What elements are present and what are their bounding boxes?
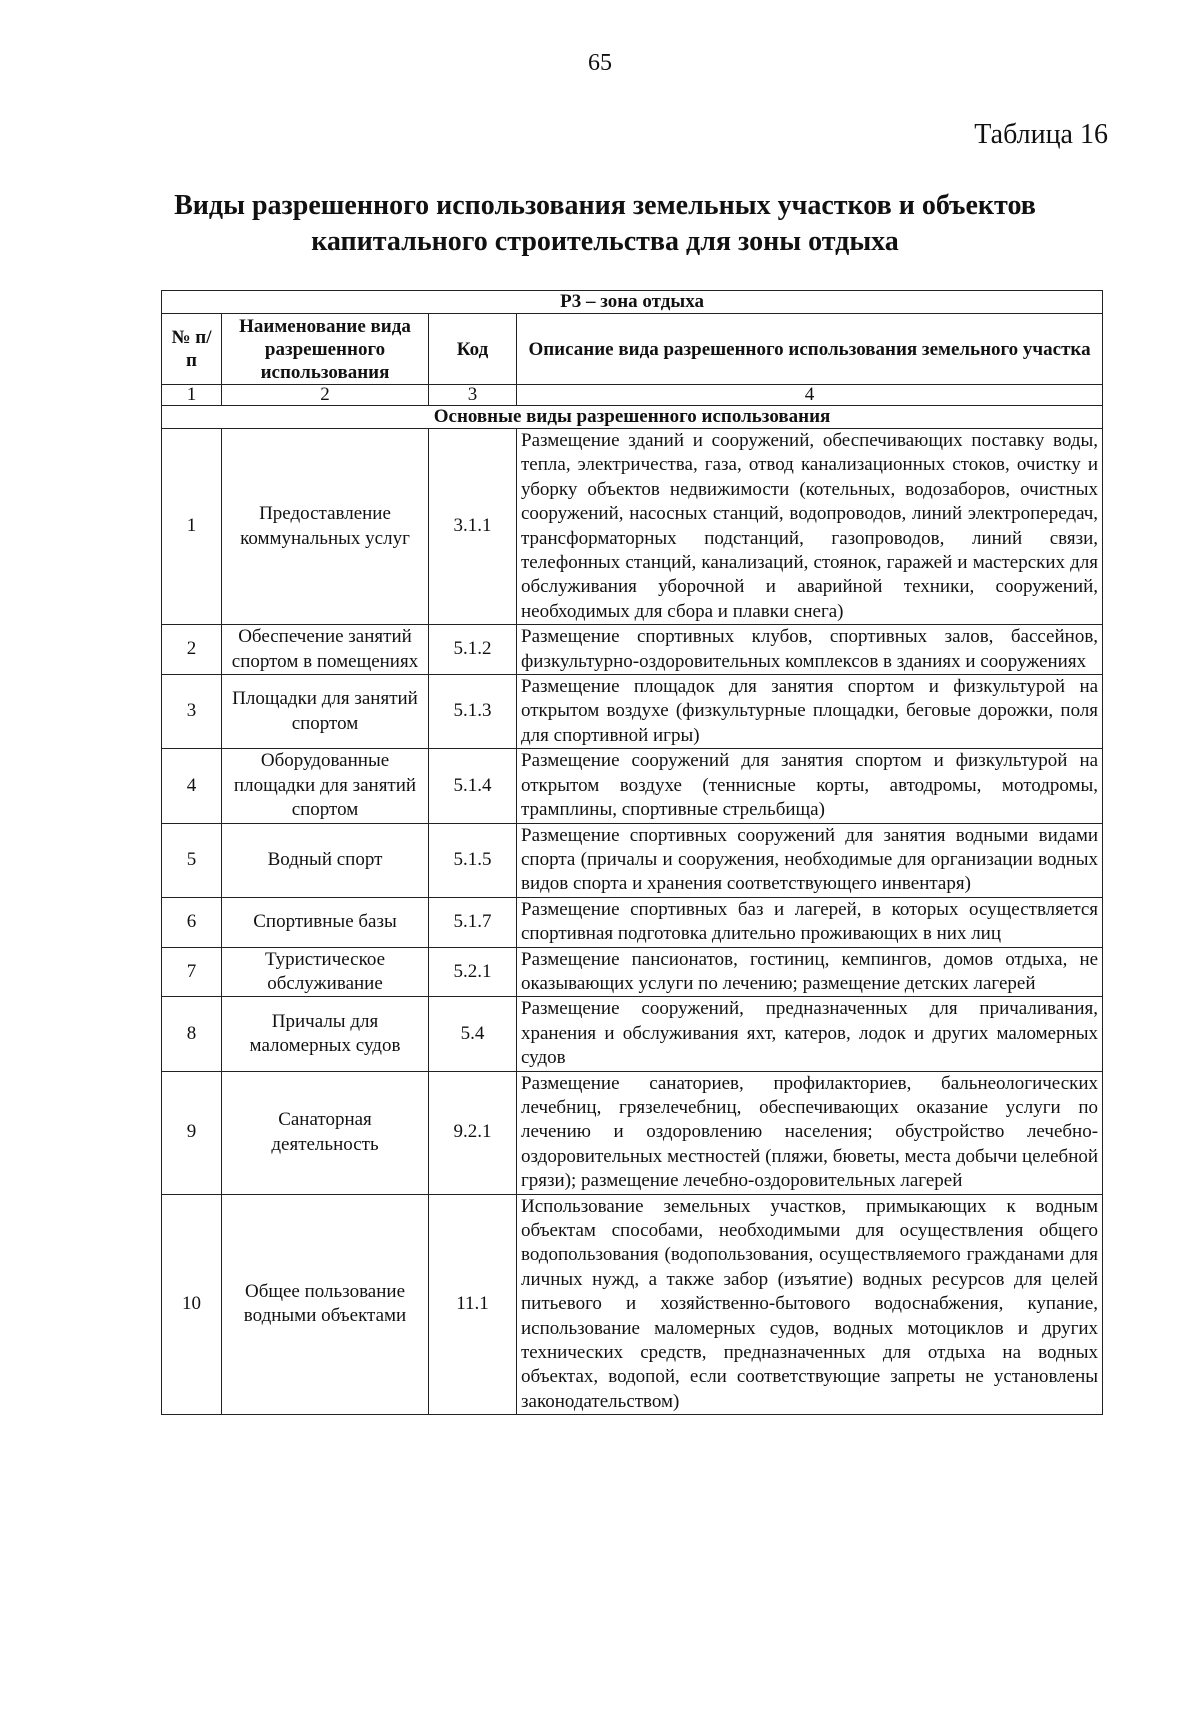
table-row — [162, 1071, 1103, 1194]
use-code: 5.4 — [429, 997, 517, 1071]
row-number: 2 — [162, 625, 222, 675]
use-name: Площадки для занятий спортом — [222, 675, 429, 749]
use-description: Размещение пансионатов, гостиниц, кемпингов, домов отдыха, не оказывающих услуги по лечению; размещение детских лагерей — [517, 947, 1103, 997]
column-header-code: Код — [429, 314, 517, 385]
use-description: Размещение спортивных клубов, спортивных залов, бассейнов, физкультурно-оздоровительных комплексов в зданиях и сооружениях — [517, 625, 1103, 675]
use-name: Оборудованные площадки для занятий спортом — [222, 749, 429, 823]
use-code: 5.1.3 — [429, 675, 517, 749]
table-row — [162, 749, 1103, 823]
table-row — [162, 1194, 1103, 1415]
use-name: Туристическое обслуживание — [222, 947, 429, 997]
section-title: Основные виды разрешенного использования — [162, 406, 1103, 429]
land-use-table — [161, 290, 1103, 1415]
use-name: Общее пользование водными объектами — [222, 1194, 429, 1415]
table-row — [162, 675, 1103, 749]
use-description: Размещение площадок для занятия спортом и физкультурой на открытом воздухе (физкультурные площадки, беговые дорожки, поля для спортивной игры) — [517, 675, 1103, 749]
use-description: Использование земельных участков, примыкающих к водным объектам способами, необходимыми для осуществления общего водопользования (водопользования, осуществляемого гражданами для личных нужд, а также забор (изъятие) водных ресурсов для целей питьевого и хозяйственно-бытового водоснабжения, купание, использование маломерных судов, водных мотоциклов и других технических средств, предназначенных для отдыха на водных объектах, водопой, если соответствующие запреты не установлены законодательством) — [517, 1194, 1103, 1415]
row-number: 9 — [162, 1071, 222, 1194]
use-description: Размещение спортивных баз и лагерей, в которых осуществляется спортивная подготовка длительно проживающих в них лиц — [517, 897, 1103, 947]
table-row — [162, 429, 1103, 625]
use-name: Предоставление коммунальных услуг — [222, 429, 429, 625]
column-number: 1 — [162, 385, 222, 406]
row-number: 1 — [162, 429, 222, 625]
use-name: Санаторная деятельность — [222, 1071, 429, 1194]
use-name: Спортивные базы — [222, 897, 429, 947]
column-number: 3 — [429, 385, 517, 406]
row-number: 3 — [162, 675, 222, 749]
column-number: 4 — [517, 385, 1103, 406]
row-number: 10 — [162, 1194, 222, 1415]
row-number: 8 — [162, 997, 222, 1071]
table-row — [162, 823, 1103, 897]
use-name: Обеспечение занятий спортом в помещениях — [222, 625, 429, 675]
table-label: Таблица 16 — [974, 119, 1108, 150]
use-code: 5.2.1 — [429, 947, 517, 997]
use-code: 5.1.4 — [429, 749, 517, 823]
column-header-name: Наименование вида разрешенного использования — [222, 314, 429, 385]
use-description: Размещение сооружений для занятия спортом и физкультурой на открытом воздухе (теннисные корты, автодромы, мотодромы, трамплины, спортивные стрельбища) — [517, 749, 1103, 823]
use-code: 9.2.1 — [429, 1071, 517, 1194]
page-number: 65 — [588, 50, 612, 76]
table-row — [162, 625, 1103, 675]
use-description: Размещение санаториев, профилакториев, бальнеологических лечебниц, грязелечебниц, обеспечивающих оказание услуги по лечению и оздоровлению населения; обустройство лечебно-оздоровительных местностей (пляжи, бюветы, места добычи целебной грязи); размещение лечебно-оздоровительных лагерей — [517, 1071, 1103, 1194]
use-description: Размещение спортивных сооружений для занятия водными видами спорта (причалы и сооружения, необходимые для организации водных видов спорта и хранения соответствующего инвентаря) — [517, 823, 1103, 897]
column-number: 2 — [222, 385, 429, 406]
use-name: Водный спорт — [222, 823, 429, 897]
column-header-number: № п/п — [162, 314, 222, 385]
use-code: 3.1.1 — [429, 429, 517, 625]
table-row — [162, 997, 1103, 1071]
row-number: 7 — [162, 947, 222, 997]
use-name: Причалы для маломерных судов — [222, 997, 429, 1071]
row-number: 6 — [162, 897, 222, 947]
use-code: 5.1.7 — [429, 897, 517, 947]
document-title: Виды разрешенного использования земельных участков и объектов капитального строительства для зоны отдыха — [174, 190, 1036, 257]
use-code: 11.1 — [429, 1194, 517, 1415]
table-row — [162, 897, 1103, 947]
zone-header: Р3 – зона отдыха — [162, 291, 1103, 314]
table-row — [162, 947, 1103, 997]
row-number: 5 — [162, 823, 222, 897]
use-description: Размещение сооружений, предназначенных для причаливания, хранения и обслуживания яхт, катеров, лодок и других маломерных судов — [517, 997, 1103, 1071]
use-description: Размещение зданий и сооружений, обеспечивающих поставку воды, тепла, электричества, газа, отвод канализационных стоков, очистку и уборку объектов недвижимости (котельных, водозаборов, очистных сооружений, насосных станций, водопроводов, линий электропередач, трансформаторных подстанций, газопроводов, линий связи, телефонных станций, канализаций, стоянок, гаражей и мастерских для обслуживания уборочной и аварийной техники, сооружений, необходимых для сбора и плавки снега) — [517, 429, 1103, 625]
column-header-description: Описание вида разрешенного использования земельного участка — [517, 314, 1103, 385]
use-code: 5.1.5 — [429, 823, 517, 897]
row-number: 4 — [162, 749, 222, 823]
use-code: 5.1.2 — [429, 625, 517, 675]
